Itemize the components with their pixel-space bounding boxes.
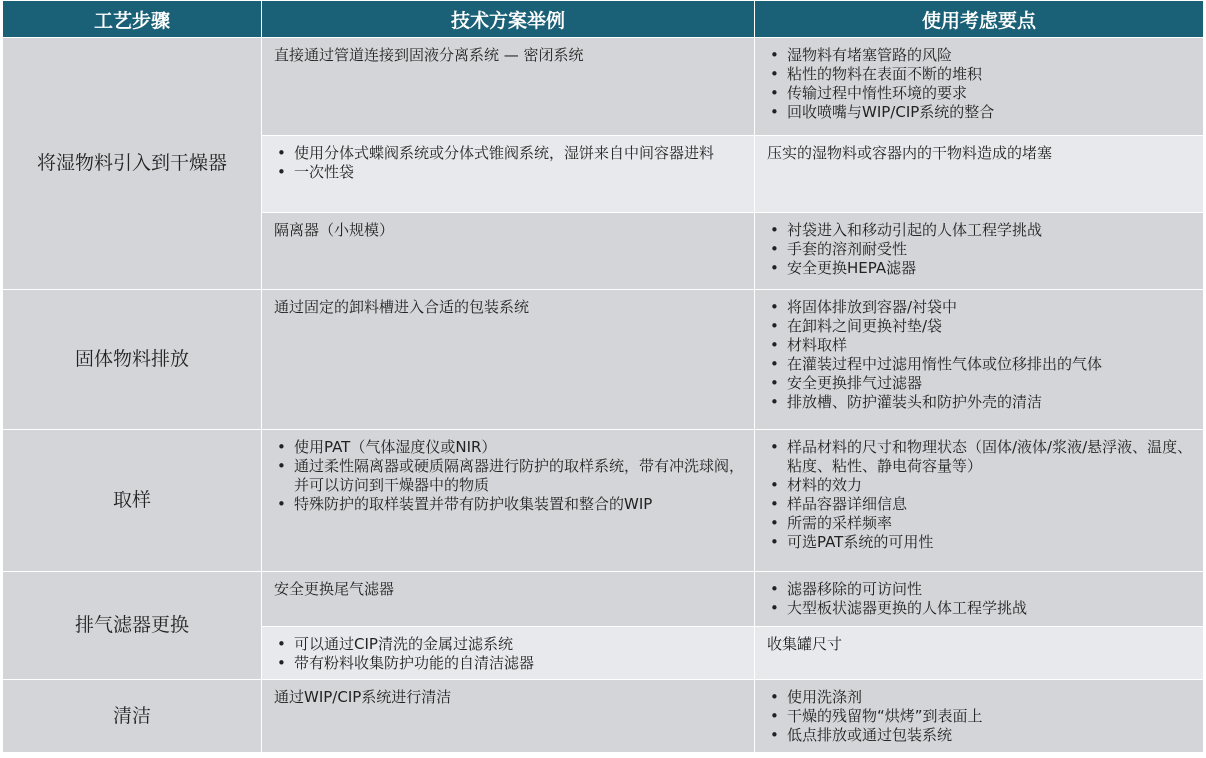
considerations-cell [755,627,1204,680]
considerations-cell [755,213,1204,290]
list-item: • 安全更换HEPA滤器 [767,259,1193,278]
tech-cell-text: 直接通过管道连接到固液分离系统 — 密闭系统 [274,46,584,64]
list-item: • 可以通过CIP清洗的金属过滤系统 [274,635,744,654]
table-row [3,38,1204,136]
tech-cell-text: 隔离器（小规模） [274,221,395,239]
considerations-cell-list [767,46,1193,122]
tech-cell-list [274,438,744,514]
header-step: 工艺步骤 [3,1,262,38]
list-item: • 滤器移除的可访问性 [767,580,1193,599]
list-item: • 手套的溶剂耐受性 [767,240,1193,259]
tech-cell [262,680,755,753]
considerations-cell [755,680,1204,753]
list-item: • 样品材料的尺寸和物理状态（固体/液体/浆液/悬浮液、温度、粘度、粘性、静电荷容量等） [767,438,1193,476]
considerations-cell [755,38,1204,136]
tech-cell-text: 安全更换尾气滤器 [274,580,395,598]
considerations-cell-list [767,580,1193,618]
tech-cell-list [274,144,744,182]
list-item: • 衬袋进入和移动引起的人体工程学挑战 [767,221,1193,240]
considerations-cell-list [767,688,1193,745]
list-item: • 排放槽、防护灌装头和防护外壳的清洁 [767,393,1193,412]
tech-cell [262,627,755,680]
list-item: • 低点排放或通过包装系统 [767,726,1193,745]
list-item: • 回收喷嘴与WIP/CIP系统的整合 [767,103,1193,122]
list-item: • 样品容器详细信息 [767,495,1193,514]
tech-cell [262,38,755,136]
process-table-container [2,0,1203,753]
list-item: • 使用洗涤剂 [767,688,1193,707]
list-item: • 特殊防护的取样装置并带有防护收集装置和整合的WIP [274,495,744,514]
table-row [3,290,1204,430]
process-table [2,0,1204,753]
list-item: • 在灌装过程中过滤用惰性气体或位移排出的气体 [767,355,1193,374]
list-item: • 所需的采样频率 [767,514,1193,533]
list-item: • 一次性袋 [274,163,744,182]
tech-cell [262,572,755,627]
header-row [3,1,1204,38]
process-step-cell: 取样 [3,430,262,572]
list-item: • 通过柔性隔离器或硬质隔离器进行防护的取样系统，带有冲洗球阀，并可以访问到干燥器中的物质 [274,457,744,495]
tech-cell-text: 通过固定的卸料槽进入合适的包装系统 [274,298,530,316]
list-item: • 干燥的残留物“烘烤”到表面上 [767,707,1193,726]
table-row [3,430,1204,572]
list-item: • 将固体排放到容器/衬袋中 [767,298,1193,317]
process-step-cell: 将湿物料引入到干燥器 [3,38,262,290]
header-tech: 技术方案举例 [262,1,755,38]
tech-cell [262,430,755,572]
list-item: • 材料的效力 [767,476,1193,495]
list-item: • 安全更换排气过滤器 [767,374,1193,393]
considerations-cell [755,572,1204,627]
table-row [3,680,1204,753]
header-considerations: 使用考虑要点 [755,1,1204,38]
considerations-cell-list [767,438,1193,552]
tech-cell-text: 通过WIP/CIP系统进行清洁 [274,688,452,706]
list-item: • 使用分体式蝶阀系统或分体式锥阀系统，湿饼来自中间容器进料 [274,144,744,163]
considerations-cell-list [767,221,1193,278]
tech-cell [262,213,755,290]
table-row [3,572,1204,627]
list-item: • 可选PAT系统的可用性 [767,533,1193,552]
process-step-cell: 排气滤器更换 [3,572,262,680]
process-step-cell: 清洁 [3,680,262,753]
list-item: • 传输过程中惰性环境的要求 [767,84,1193,103]
list-item: • 材料取样 [767,336,1193,355]
considerations-cell-list [767,298,1193,412]
list-item: • 带有粉料收集防护功能的自清洁滤器 [274,654,744,673]
considerations-cell [755,136,1204,213]
process-step-cell: 固体物料排放 [3,290,262,430]
list-item: • 湿物料有堵塞管路的风险 [767,46,1193,65]
table-body [3,38,1204,753]
considerations-cell [755,430,1204,572]
tech-cell-list [274,635,744,673]
list-item: • 在卸料之间更换衬垫/袋 [767,317,1193,336]
list-item: • 大型板状滤器更换的人体工程学挑战 [767,599,1193,618]
tech-cell [262,290,755,430]
tech-cell [262,136,755,213]
list-item: • 使用PAT（气体湿度仪或NIR） [274,438,744,457]
considerations-cell-text: 收集罐尺寸 [767,635,843,653]
considerations-cell-text: 压实的湿物料或容器内的干物料造成的堵塞 [767,144,1053,162]
list-item: • 粘性的物料在表面不断的堆积 [767,65,1193,84]
considerations-cell [755,290,1204,430]
